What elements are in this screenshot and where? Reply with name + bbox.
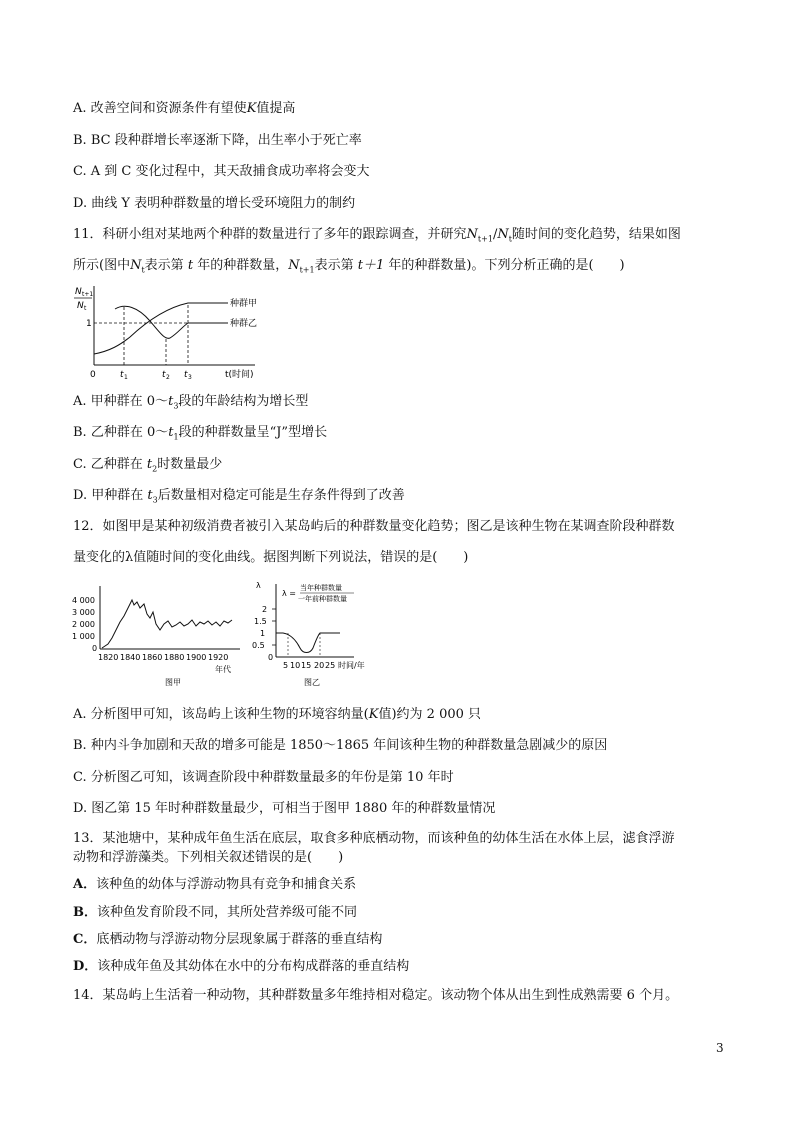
svg-text:2: 2 [166,374,170,381]
q12-stem-line1: 12．如图甲是某种初级消费者被引入某岛屿后的种群数量变化趋势；图乙是该种生物在某调查阶段种群数 [73,519,675,534]
q11-option-b: B. 乙种群在 $0\sim t_1$段的种群数量呈“J”型增长 [73,425,328,442]
q11-option-c: C. 乙种群在 $t_2$时数量最少 [73,457,223,474]
q12-jia-xtick-1840: 1840 [120,653,141,662]
q12-jia-xtick-1860: 1860 [142,653,163,662]
q12-yi-formula-den: 一年前种群数量 [298,595,347,603]
q12-option-d: D. 图乙第 15 年时种群数量最少，可相当于图甲 1880 年的种群数量情况 [73,801,496,816]
q10-option-c: C. A 到 C 变化过程中，其天敌捕食成功率将会变大 [73,164,370,179]
q11-ylabel-bottom: N [77,301,84,311]
q13-stem-line1: 13．某池塘中，某种成年鱼生活在底层，取食多种底栖动物，而该种鱼的幼体生活在水体上层，滤食浮游 [73,831,675,846]
q11-ylabel-top-sub: t+1 [82,291,94,298]
q12-jia-xunit: 年代 [215,665,231,674]
q12-jia-ytick-4000: 4 000 [72,596,95,605]
q11-curve-jia [94,303,228,354]
q13-option-c: C．底栖动物与浮游动物分层现象属于群落的垂直结构 [73,932,383,947]
q12-jia-xtick-1900: 1900 [186,653,207,662]
svg-text:1: 1 [124,374,128,381]
q12-jia-curve [102,600,232,648]
q12-jia-caption: 图甲 [165,678,181,687]
q12-yi-xtick-25: 25 [325,661,336,670]
q11-curve-yi [115,306,228,338]
q12-yi-xtick-5: 5 [283,661,289,670]
q12-option-a: A. 分析图甲可知，该岛屿上该种生物的环境容纳量(K值)约为 2 000 只 [73,707,482,722]
q12-yi-formula-num: 当年种群数量 [300,584,342,592]
q12-jia-ytick-1000: 1 000 [72,632,95,641]
q11-origin: 0 [90,370,96,380]
q12-yi-curve [276,633,340,653]
q12-option-c: C. 分析图乙可知，该调查阶段中种群数量最多的年份是第 10 年时 [73,770,454,785]
q10-option-b: B. BC 段种群增长率逐渐下降，出生率小于死亡率 [73,133,362,148]
q12-yi-ytick-1: 1 [260,629,266,638]
q11-xtick-t3: t [184,370,188,380]
q14-stem-line1: 14．某岛屿上生活着一种动物，其种群数量多年维持相对稳定。该动物个体从出生到性成熟需要 6 个月。 [73,988,679,1003]
svg-text:3: 3 [188,374,192,381]
q12-yi-ytick-1.5: 1.5 [254,617,267,626]
q12-yi-ytick-0: 0 [268,653,274,662]
q12-chart-yi [248,578,388,694]
q11-legend-jia: 种群甲 [230,299,258,309]
q11-option-d: D. 甲种群在 $t_3$后数量相对稳定可能是生存条件得到了改善 [73,488,405,505]
q12-yi-xtick-20: 20 [314,661,325,670]
q12-jia-ytick-2000: 2 000 [72,620,95,629]
q13-stem-line2: 动物和浮游藻类。下列相关叙述错误的是( ) [73,850,344,865]
q11-ylabel-bottom-sub: t [84,305,87,312]
q13-option-d: D．该种成年鱼及其幼体在水中的分布构成群落的垂直结构 [73,959,410,974]
q11-stem-line2: 所示(图中$N_t$表示第 t 年的种群数量，$N_{t+1}$表示第 t＋1 年的种群数量)。下列分析正确的是( ) [73,258,625,275]
q10-option-a: A. 改善空间和资源条件有望使K值提高 [73,101,296,116]
q11-stem-line1: 11．科研小组对某地两个种群的数量进行了多年的跟踪调查，并研究$N_{t+1}/N_t$随时间的变化趋势，结果如图 [73,227,681,244]
q12-jia-xtick-1920: 1920 [208,653,229,662]
q12-yi-ytick-2: 2 [262,605,268,614]
q12-jia-ytick-0: 0 [92,644,98,653]
q12-yi-formula-lhs: λ = [282,589,296,598]
q12-yi-ytick-0.5: 0.5 [252,641,265,650]
q12-yi-xtick-15: 15 [301,661,312,670]
q12-jia-xtick-1820: 1820 [98,653,119,662]
q11-ylabel-top: N [75,287,82,297]
q11-legend-yi: 种群乙 [230,319,258,329]
q12-jia-xtick-1880: 1880 [164,653,185,662]
q11-chart [70,283,300,392]
q12-option-b: B. 种内斗争加剧和天敌的增多可能是 1850～1865 年间该种生物的种群数量急剧减少的原因 [73,738,608,753]
q13-option-b: B．该种鱼发育阶段不同，其所处营养级可能不同 [73,905,358,920]
q12-yi-caption: 图乙 [304,678,320,687]
q12-yi-xtick-10: 10 [290,661,301,670]
q12-yi-ylabel: λ [256,581,261,590]
q12-stem-line2: 量变化的λ值随时间的变化曲线。据图判断下列说法，错误的是( ) [73,550,469,565]
q12-jia-ytick-3000: 3 000 [72,608,95,617]
q12-chart-jia [70,578,245,694]
q11-option-a: A. 甲种群在 $0\sim t_3$段的年龄结构为增长型 [73,394,309,411]
q11-xaxis-label: t(时间) [225,370,254,380]
q11-xtick-t2: t [162,370,166,380]
page-number: 3 [716,1041,724,1055]
q10-option-d: D. 曲线 Y 表明种群数量的增长受环境阻力的制约 [73,196,356,211]
q13-option-a: A．该种鱼的幼体与浮游动物具有竞争和捕食关系 [73,877,357,892]
q12-yi-xunit: 时间/年 [338,661,365,670]
q11-ytick-1: 1 [86,319,92,329]
q11-xtick-t1: t [120,370,124,380]
